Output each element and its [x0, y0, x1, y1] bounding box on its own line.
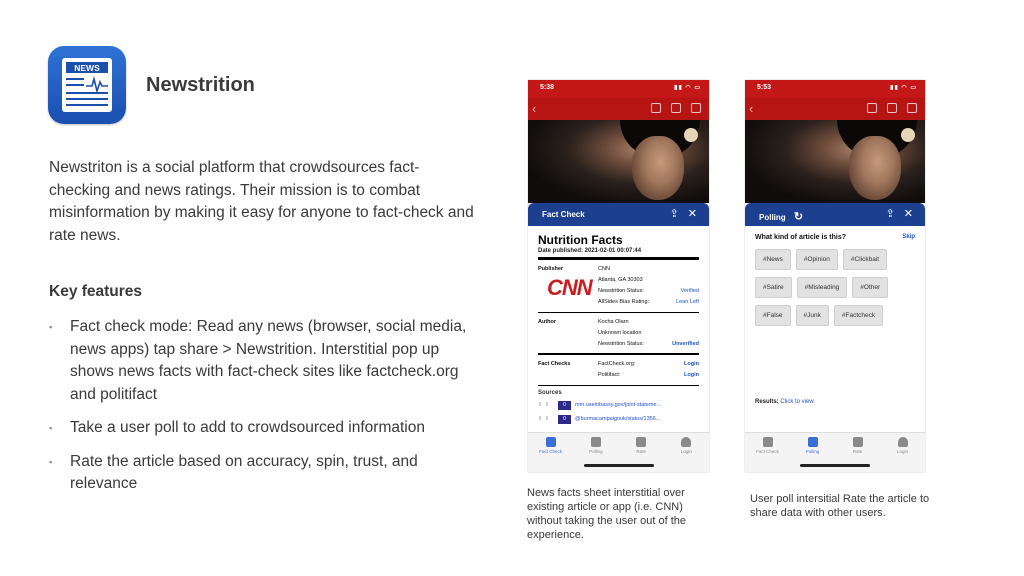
- tag-junk[interactable]: #Junk: [796, 305, 829, 326]
- status-time: 5:53: [757, 84, 772, 91]
- skip-button[interactable]: Skip: [902, 234, 915, 240]
- fact-check-sheet: [528, 203, 709, 472]
- bookmark-icon[interactable]: [691, 103, 701, 113]
- author-name: Kocha Olarn: [598, 319, 629, 325]
- tab-label: Fact Check: [539, 449, 562, 454]
- share-icon[interactable]: [887, 103, 897, 113]
- bookmark-icon[interactable]: [907, 103, 917, 113]
- intro-paragraph: Newstriton is a social platform that crowdsources fact-checking and news ratings. Their mission is to combat misinformation by making it easy for anyone to fact-check and rate news.: [49, 159, 474, 244]
- fact-checks-section: [538, 359, 699, 381]
- tab-polling[interactable]: [576, 437, 616, 454]
- publisher-name: CNN: [598, 266, 610, 272]
- poll-question: What kind of article is this?: [755, 234, 847, 241]
- tab-label: Rate: [636, 449, 646, 454]
- caption-polling: User poll intersitial Rate the article to share data with other users.: [750, 493, 930, 519]
- vote-arrows-icon[interactable]: ⇧⇩: [538, 402, 552, 408]
- sheet-title: Polling ↻: [759, 211, 804, 223]
- tab-label: Polling: [805, 449, 820, 454]
- icon-news-text: NEWS: [74, 63, 100, 73]
- status-bar: [528, 80, 709, 98]
- publisher-location: Atlanta, GA 30303: [598, 277, 643, 283]
- key-features-heading: Key features: [49, 283, 143, 300]
- browser-navbar: [528, 98, 709, 120]
- home-indicator: [800, 464, 870, 467]
- sources-label: Sources: [538, 390, 562, 396]
- tag-clickbait[interactable]: #Clickbait: [843, 249, 887, 270]
- cast-icon[interactable]: [651, 103, 661, 113]
- bias-label: AllSides Bias Rating:: [598, 299, 650, 305]
- article-photo: [528, 120, 709, 203]
- date-published: Date published: 2021-02-01 00:07:44: [538, 248, 642, 254]
- tab-rate[interactable]: [838, 437, 878, 454]
- share-icon[interactable]: [671, 103, 681, 113]
- polling-icon: [808, 437, 818, 447]
- feature-item: ▪ Take a user poll to add to crowdsourced information: [49, 417, 479, 440]
- author-status-label: Newstrition Status:: [598, 341, 644, 347]
- app-name: Newstrition: [146, 74, 255, 96]
- author-location: Unknown location: [598, 330, 642, 336]
- tab-polling[interactable]: [793, 437, 833, 454]
- tab-label: Login: [680, 449, 692, 454]
- tab-fact-check[interactable]: [748, 437, 788, 454]
- author-label: Author: [538, 319, 557, 325]
- publisher-status-label: Newstrition Status:: [598, 288, 644, 294]
- home-indicator: [584, 464, 654, 467]
- tab-bar: [745, 432, 925, 472]
- fact-check-site: FactCheck.org:: [598, 361, 636, 367]
- results-link[interactable]: Click to view: [780, 399, 814, 405]
- tag-opinion[interactable]: #Opinion: [796, 249, 838, 270]
- tab-label: Rate: [852, 449, 863, 454]
- vote-arrows-icon[interactable]: ⇧⇩: [538, 416, 552, 422]
- publisher-label: Publisher: [538, 266, 564, 272]
- polling-icon: [591, 437, 601, 447]
- tag-news[interactable]: #News: [755, 249, 791, 270]
- back-icon[interactable]: ‹: [749, 101, 754, 116]
- status-icons: ▮▮ ◠ ▭: [890, 85, 917, 91]
- sheet-title: Fact Check: [542, 210, 585, 219]
- source-link[interactable]: mm.usembassy.gov/joint-stateme...: [575, 402, 662, 408]
- tag-factcheck[interactable]: #Factcheck: [834, 305, 883, 326]
- status-icons: ▮▮ ◠ ▭: [674, 85, 701, 91]
- newspaper-icon: [48, 46, 126, 124]
- fact-checks-label: Fact Checks: [538, 361, 571, 367]
- tag-other[interactable]: #Other: [852, 277, 888, 298]
- nutrition-facts-title: Nutrition Facts: [538, 233, 623, 247]
- results-row: [755, 399, 814, 405]
- feature-item: ▪ Fact check mode: Read any news (browser, social media, news apps) tap share > Newstrition. Interstitial pop up shows news facts with fact-check sites like factcheck.org and politifact: [49, 316, 479, 406]
- tab-rate[interactable]: [621, 437, 661, 454]
- source-row: [538, 400, 699, 410]
- thumbs-up-icon: [636, 437, 646, 447]
- fact-check-login[interactable]: Login: [684, 361, 699, 367]
- fact-check-icon: [546, 437, 556, 447]
- author-section: [538, 317, 699, 350]
- publisher-logo: CNN: [547, 275, 592, 300]
- source-badge: 0: [558, 415, 571, 424]
- tab-login[interactable]: [883, 437, 923, 454]
- poll-tags: [755, 249, 915, 333]
- sheet-header: [528, 203, 709, 226]
- tab-label: Polling: [589, 449, 603, 454]
- publisher-status[interactable]: Verified: [680, 288, 699, 294]
- user-icon: [681, 437, 691, 447]
- sheet-header: [745, 203, 925, 226]
- polling-sheet: [745, 203, 925, 472]
- status-bar: [745, 80, 925, 98]
- bias-rating[interactable]: Lean Left: [676, 299, 699, 305]
- tab-login[interactable]: [666, 437, 706, 454]
- feature-item: ▪ Rate the article based on accuracy, spin, trust, and relevance: [49, 451, 479, 496]
- tab-fact-check[interactable]: [531, 437, 571, 454]
- tab-bar: [528, 432, 709, 472]
- phone-fact-check: [528, 80, 709, 472]
- key-features-list: [49, 316, 479, 507]
- results-label: Results:: [755, 399, 779, 405]
- source-badge: 0: [558, 401, 571, 410]
- status-time: 5:38: [540, 84, 555, 91]
- close-icon[interactable]: ✕: [903, 208, 913, 220]
- source-link[interactable]: @burmacampaignuk/status/1356...: [575, 416, 661, 422]
- tab-label: Fact Check: [756, 449, 779, 454]
- refresh-icon[interactable]: ↻: [793, 211, 804, 223]
- publisher-section: [538, 264, 699, 308]
- fact-check-site: Politifact:: [598, 372, 621, 378]
- back-icon[interactable]: ‹: [532, 101, 537, 116]
- share-icon[interactable]: ⇪: [885, 208, 895, 220]
- close-icon[interactable]: ✕: [687, 208, 697, 220]
- article-photo: [745, 120, 925, 203]
- phone-polling: [745, 80, 925, 472]
- tag-misleading[interactable]: #Misleading: [797, 277, 848, 298]
- caption-fact-check: News facts sheet interstitial over existing article or app (i.e. CNN) without taking the user out of the experience.: [527, 487, 686, 541]
- share-icon[interactable]: ⇪: [669, 208, 679, 220]
- browser-navbar: [745, 98, 925, 120]
- tab-label: Login: [896, 449, 908, 454]
- source-row: [538, 414, 699, 424]
- app-icon: [48, 46, 126, 124]
- author-status[interactable]: Unverified: [672, 341, 699, 347]
- cast-icon[interactable]: [867, 103, 877, 113]
- user-icon: [898, 437, 908, 447]
- fact-check-icon: [763, 437, 773, 447]
- tag-false[interactable]: #False: [755, 305, 791, 326]
- fact-check-login[interactable]: Login: [684, 372, 699, 378]
- tag-satire[interactable]: #Satire: [755, 277, 792, 298]
- thumbs-up-icon: [853, 437, 863, 447]
